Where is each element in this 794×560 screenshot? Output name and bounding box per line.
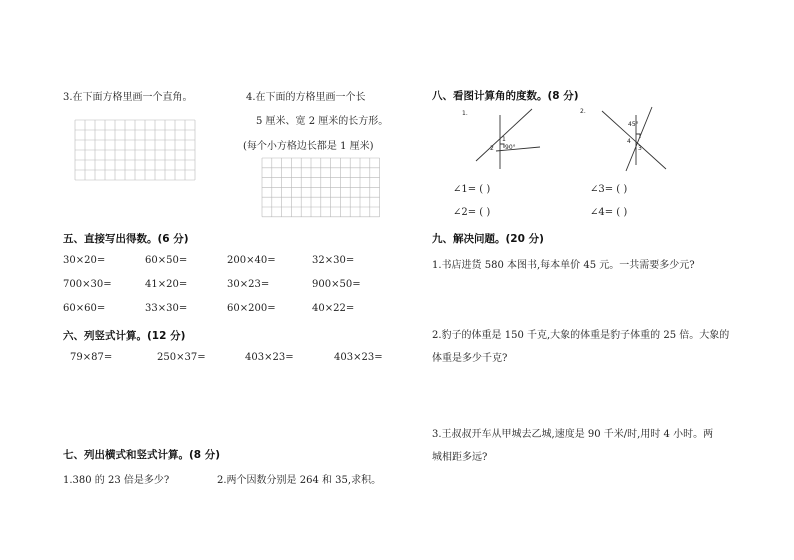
section-9-question-2-line1: 2.豹子的体重是 150 千克,大象的体重是豹子体重的 25 倍。大象的 (432, 330, 730, 341)
angle-figure-2 (580, 103, 680, 175)
question-4-text-line2: 5 厘米、宽 2 厘米的长方形。 (256, 116, 389, 127)
angle-90-label: 90° (505, 144, 516, 151)
section-7-title: 七、列出横式和竖式计算。(8 分) (63, 449, 221, 461)
vertical-calc-2: 250×37= (157, 352, 206, 363)
angle-45-label: 45° (628, 121, 639, 128)
question-4-note: (每个小方格边长都是 1 厘米) (243, 141, 374, 152)
oral-calc-item: 900×50= (312, 279, 361, 290)
answer-angle-1: ∠1= ( ) (453, 184, 491, 195)
vertical-calc-3: 403×23= (245, 352, 294, 363)
section-8-title: 八、看图计算角的度数。(8 分) (432, 90, 579, 102)
section-9-question-2-line2: 体重是多少千克? (432, 353, 508, 364)
section-9-question-3-line1: 3.王叔叔开车从甲城去乙城,速度是 90 千米/时,用时 4 小时。两 (432, 429, 714, 440)
section-9-question-3-line2: 城相距多远? (432, 452, 488, 463)
question-3-text: 3.在下面方格里画一个直角。 (63, 92, 193, 103)
angle-4-label: 4 (627, 138, 631, 145)
oral-calc-item: 30×20= (63, 255, 106, 266)
section-9-title: 九、解决问题。(20 分) (432, 233, 544, 245)
answer-angle-4: ∠4= ( ) (590, 207, 628, 218)
angle-3-label: 3 (638, 145, 642, 152)
oral-calc-item: 41×20= (145, 279, 188, 290)
angle-1-label: 1 (502, 136, 506, 143)
answer-angle-2: ∠2= ( ) (453, 207, 491, 218)
question-4-text-line1: 4.在下面的方格里画一个长 (246, 92, 366, 103)
section-6-title: 六、列竖式计算。(12 分) (63, 330, 186, 342)
grid-4 (262, 158, 380, 222)
section-9-question-1: 1.书店进货 580 本图书,每本单价 45 元。一共需要多少元? (432, 260, 695, 271)
angle-2-label: 2 (490, 145, 494, 152)
answer-angle-3: ∠3= ( ) (590, 184, 628, 195)
oral-calc-item: 60×60= (63, 303, 106, 314)
section-5-title: 五、直接写出得数。(6 分) (63, 233, 189, 245)
figure-1-number: 1. (462, 110, 468, 117)
vertical-calc-4: 403×23= (334, 352, 383, 363)
oral-calc-item: 60×50= (145, 255, 188, 266)
vertical-calc-1: 79×87= (70, 352, 113, 363)
oral-calc-item: 30×23= (227, 279, 270, 290)
oral-calc-item: 60×200= (227, 303, 276, 314)
oral-calc-item: 32×30= (312, 255, 355, 266)
oral-calc-item: 200×40= (227, 255, 276, 266)
angle-figure-1 (462, 103, 542, 175)
section-7-question-1: 1.380 的 23 倍是多少? (63, 475, 170, 486)
oral-calc-item: 700×30= (63, 279, 112, 290)
grid-3 (75, 120, 197, 184)
section-7-question-2: 2.两个因数分别是 264 和 35,求积。 (217, 475, 382, 486)
oral-calc-item: 33×30= (145, 303, 188, 314)
figure-2-number: 2. (580, 108, 586, 115)
oral-calc-item: 40×22= (312, 303, 355, 314)
